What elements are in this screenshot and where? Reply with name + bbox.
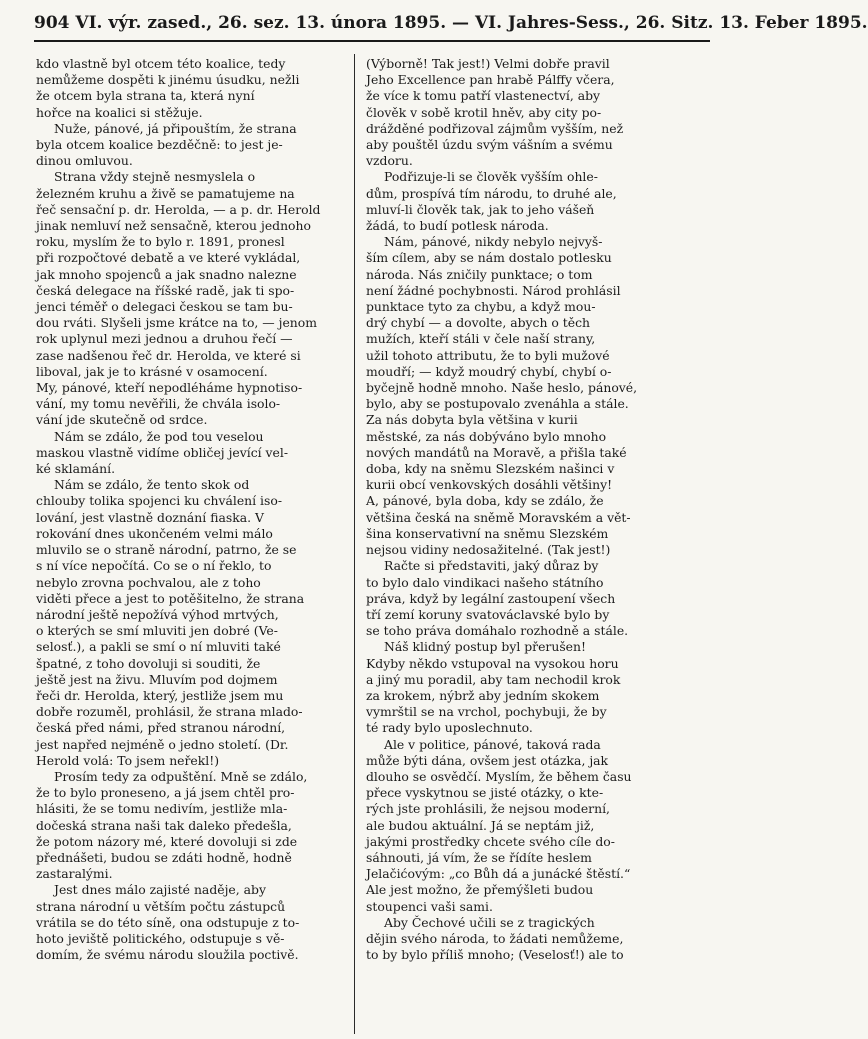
text-line: vzdoru.	[366, 153, 413, 169]
paragraph	[366, 915, 696, 964]
text-line: doba, kdy na sněmu Slezském našinci v	[366, 461, 615, 477]
text-line: hořce na koalici si stěžuje.	[36, 104, 203, 120]
paragraph	[366, 737, 696, 915]
text-line: aby pouštěl úzdu svým vášním a svému	[366, 137, 613, 153]
text-line: Nám, pánové, nikdy nebylo nejvyš-	[384, 234, 603, 250]
text-line: Za nás dobyta byla většina v kurii	[366, 412, 578, 428]
text-line: ké sklamání.	[36, 461, 116, 477]
text-line: kurii obcí venkovských dosáhli většiny!	[366, 477, 613, 493]
text-line: chlouby tolika spojenci ku chválení iso-	[36, 493, 283, 509]
text-line: člověk v sobě krotil hněv, aby city po-	[366, 104, 602, 120]
text-line: Nám se zdálo, že pod tou veselou	[54, 428, 264, 444]
text-line: žádá, to budí potlesk národa.	[366, 218, 549, 234]
text-line: sáhnouti, já vím, že se řídíte heslem	[366, 849, 592, 865]
text-line: jinak nemluví než sensačně, kterou jednoho	[36, 218, 311, 234]
text-line: hlásiti, že se tomu nedivím, jestliže mla-	[36, 801, 288, 817]
text-line: dobře rozuměl, prohlásil, že strana mlado-	[36, 704, 303, 720]
left-column	[36, 56, 348, 1032]
right-column	[366, 56, 696, 1032]
text-line: dějin svého národa, to žádati nemůžeme,	[366, 930, 624, 946]
paragraph	[36, 56, 348, 121]
text-line: rých jste prohlásili, že nejsou moderní,	[366, 801, 610, 817]
text-line: většina česká na sněmě Moravském a vět-	[366, 509, 631, 525]
column-divider	[354, 54, 355, 1034]
text-line: jenci téměř o delegaci českou se tam bu-	[36, 299, 293, 315]
text-line: není žádné pochybnosti. Národ prohlásil	[366, 282, 621, 298]
paragraph	[36, 477, 348, 769]
paragraph	[366, 169, 696, 234]
text-line: ještě jest na živu. Mluvím pod dojmem	[36, 671, 278, 687]
text-line: Aby Čechové učili se z tragických	[384, 914, 595, 930]
text-line: jest napřed nejméně o jedno století. (Dr.	[36, 736, 289, 752]
text-line: se toho práva domáhalo rozhodně a stále.	[366, 623, 629, 639]
text-line: Prosím tedy za odpuštění. Mně se zdálo,	[54, 768, 308, 784]
text-line: o kterých se smí mluviti jen dobré (Ve-	[36, 623, 278, 639]
text-line: selosť.), a pakli se smí o ní mluviti také	[36, 639, 281, 655]
text-line: Jest dnes málo zajisté naděje, aby	[54, 882, 266, 898]
text-line: užil tohoto attributu, že to byli mužové	[366, 347, 610, 363]
paragraph	[366, 639, 696, 736]
text-line: dům, prospívá tím národu, to druhé ale,	[366, 185, 617, 201]
header-rule	[34, 40, 710, 42]
text-line: dlouho se osvědčí. Myslím, že během času	[366, 768, 632, 784]
text-line: to bylo dalo vindikaci našeho státního	[366, 574, 604, 590]
text-line: mluví-li člověk tak, jak to jeho vášeň	[366, 201, 595, 217]
text-line: že potom názory mé, které dovoluji si zde	[36, 833, 298, 849]
text-line: jakými prostředky chcete svého cíle do-	[366, 833, 615, 849]
text-line: šina konservativní na sněmu Slezském	[366, 525, 609, 541]
text-line: vání jde skutečně od srdce.	[36, 412, 208, 428]
text-line: té rady bylo uposlechnuto.	[366, 720, 533, 736]
text-line: byčejně hodně mnoho. Naše heslo, pánové,	[366, 380, 638, 396]
paragraph	[36, 769, 348, 882]
text-line: Račte si představiti, jaký důraz by	[384, 558, 599, 574]
text-line: to by bylo příliš mnoho; (Veselosť!) ale to	[366, 947, 624, 963]
paragraph	[36, 429, 348, 478]
text-line: lování, jest vlastně doznání fiaska. V	[36, 509, 264, 525]
text-line: Herold volá: To jsem neřekl!)	[36, 752, 220, 768]
text-line: železném kruhu a živě se pamatujeme na	[36, 185, 295, 201]
text-line: zase nadšenou řeč dr. Herolda, ve které si	[36, 347, 301, 363]
text-line: Nám se zdálo, že tento skok od	[54, 477, 250, 493]
text-line: moudří; — když moudrý chybí, chybí o-	[366, 363, 612, 379]
text-line: drý chybí — a dovolte, abych o těch	[366, 315, 591, 331]
text-line: liboval, jak je to krásné v osamocení.	[36, 363, 268, 379]
text-line: jak mnoho spojenců a jak snadno nalezne	[36, 266, 297, 282]
text-line: My, pánové, kteří nepodléháme hypnotiso-	[36, 380, 303, 396]
text-line: že to bylo proneseno, a já jsem chtěl pro-	[36, 785, 295, 801]
text-line: rokování dnes ukončeném velmi málo	[36, 525, 273, 541]
text-line: Jelačićovým: „co Bůh dá a junácké štěstí.“	[366, 866, 631, 882]
text-line: Jeho Excellence pan hrabě Pálffy včera,	[366, 72, 615, 88]
text-line: dou rváti. Slyšeli jsme krátce na to, — jenom	[36, 315, 317, 331]
text-line: mužích, kteří stáli v čele naší strany,	[366, 331, 596, 347]
text-line: Náš klidný postup byl přerušen!	[384, 639, 586, 655]
text-line: městské, za nás dobýváno bylo mnoho	[366, 428, 607, 444]
text-line: přece vyskytnou se jisté otázky, o kte-	[366, 785, 604, 801]
text-line: viděti přece a jest to potěšitelno, že strana	[36, 590, 305, 606]
text-line: že otcem byla strana ta, která nyní	[36, 88, 255, 104]
text-line: přednášeti, budou se zdáti hodně, hodně	[36, 849, 292, 865]
text-line: stoupenci vaši sami.	[366, 898, 493, 914]
paragraph	[366, 56, 696, 169]
text-line: mluvilo se o straně národní, patrno, že se	[36, 542, 297, 558]
text-line: roku, myslím že to bylo r. 1891, pronesl	[36, 234, 285, 250]
text-line: bylo, aby se postupovalo zvenáhla a stále.	[366, 396, 629, 412]
text-line: že více k tomu patří vlastenectví, aby	[366, 88, 601, 104]
text-line: vání, my tomu nevěřili, že chvála isolo-	[36, 396, 281, 412]
paragraph	[366, 234, 696, 558]
text-line: Podřizuje-li se člověk vyšším ohle-	[384, 169, 598, 185]
text-line: špatné, z toho dovoluji si souditi, že	[36, 655, 261, 671]
text-line: nebylo zrovna pochvalou, ale z toho	[36, 574, 261, 590]
text-line: domím, že svému národu sloužila poctivě.	[36, 947, 299, 963]
text-line: kdo vlastně byl otcem této koalice, tedy	[36, 56, 286, 71]
text-line: Kdyby někdo vstupoval na vysokou horu	[366, 655, 619, 671]
text-line: vrátila se do této síně, ona odstupuje z to-	[36, 914, 300, 930]
text-line: Ale jest možno, že přemýšleti budou	[366, 882, 594, 898]
text-line: maskou vlastně vidíme obličej jevící vel-	[36, 444, 289, 460]
text-line: dočeská strana naši tak daleko předešla,	[36, 817, 292, 833]
text-line: za krokem, nýbrž aby jedním skokem	[366, 687, 600, 703]
text-line: práva, když by legální zastoupení všech	[366, 590, 616, 606]
text-line: česká před námi, před stranou národní,	[36, 720, 286, 736]
text-line: nových mandátů na Moravě, a přišla také	[366, 444, 627, 460]
text-line: Strana vždy stejně nesmyslela o	[54, 169, 256, 185]
text-line: nejsou vidiny nedosažitelné. (Tak jest!)	[366, 542, 611, 558]
text-line: řeči dr. Herolda, který, jestliže jsem mu	[36, 687, 284, 703]
text-line: dinou omluvou.	[36, 153, 133, 169]
paragraph	[36, 121, 348, 170]
text-line: punktace tyto za chybu, a když mou-	[366, 299, 596, 315]
paragraph	[36, 882, 348, 963]
paragraph	[366, 558, 696, 639]
text-line: A, pánové, byla doba, kdy se zdálo, že	[366, 493, 604, 509]
paragraph	[36, 169, 348, 428]
text-line: a jiný mu poradil, aby tam nechodil krok	[366, 671, 621, 687]
text-line: (Výborně! Tak jest!) Velmi dobře pravil	[366, 56, 610, 71]
text-line: zastaralými.	[36, 866, 113, 882]
text-line: Nuže, pánové, já připouštím, že strana	[54, 120, 297, 136]
text-line: národní ještě nepožívá výhod mrtvých,	[36, 606, 279, 622]
text-line: česká delegace na říšské radě, jak ti spo-	[36, 282, 295, 298]
text-line: může býti dána, ovšem jest otázka, jak	[366, 752, 609, 768]
page-header: 904 VI. výr. zased., 26. sez. 13. února 1895. — VI. Jahres-Sess., 26. Sitz. 13. Feber 1895.	[34, 13, 868, 33]
text-line: při rozpočtové debatě a ve které vykládal,	[36, 250, 301, 266]
text-line: strana národní u větším počtu zástupců	[36, 898, 286, 914]
text-line: Ale v politice, pánové, taková rada	[384, 736, 601, 752]
text-line: řeč sensační p. dr. Herolda, — a p. dr. Herold	[36, 201, 321, 217]
text-line: byla otcem koalice bezděčně: to jest je-	[36, 137, 283, 153]
text-line: ším cílem, aby se nám dostalo potlesku	[366, 250, 612, 266]
text-line: drážděné podřizoval zájmům vyšším, než	[366, 120, 624, 136]
text-line: ale budou aktuální. Já se neptám již,	[366, 817, 595, 833]
text-line: tří zemí koruny svatováclavské bylo by	[366, 606, 610, 622]
text-line: hoto jeviště politického, odstupuje s vě-	[36, 930, 285, 946]
text-line: rok uplynul mezi jednou a druhou řečí —	[36, 331, 293, 347]
text-line: nemůžeme dospěti k jinému úsudku, nežli	[36, 72, 300, 88]
text-line: národa. Nás zničily punktace; o tom	[366, 266, 593, 282]
text-line: s ní více nepočítá. Co se o ní řeklo, to	[36, 558, 272, 574]
text-line: vymrštil se na vrchol, pochybuji, že by	[366, 704, 607, 720]
